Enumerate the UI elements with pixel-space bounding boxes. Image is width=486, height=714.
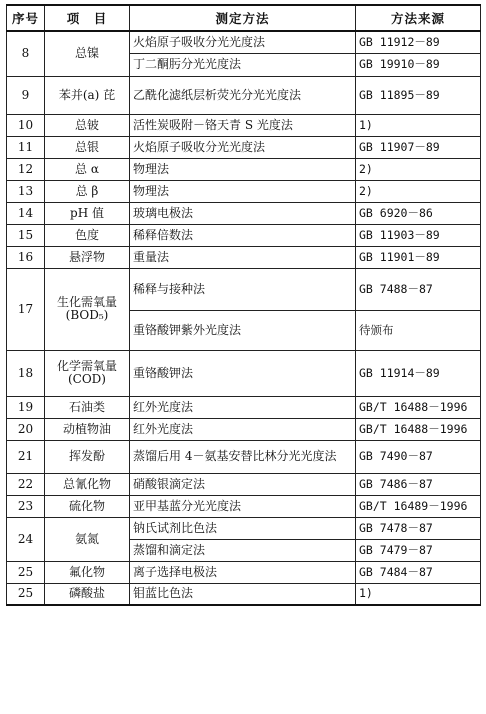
table-row — [7, 396, 481, 418]
table-row — [7, 114, 481, 136]
table-row — [7, 583, 481, 605]
item-name: 总 β — [45, 180, 130, 202]
method-name: 蒸馏后用 4－氨基安替比林分光光度法 — [130, 440, 356, 473]
method-source: GB 11901－89 — [356, 246, 481, 268]
row-number: 20 — [7, 418, 45, 440]
row-number: 16 — [7, 246, 45, 268]
method-name: 玻璃电极法 — [130, 202, 356, 224]
table-row — [7, 561, 481, 583]
row-number: 12 — [7, 158, 45, 180]
method-name: 重量法 — [130, 246, 356, 268]
row-number: 22 — [7, 473, 45, 495]
item-name: 色度 — [45, 224, 130, 246]
method-source: GB 11903－89 — [356, 224, 481, 246]
method-source: 1) — [356, 114, 481, 136]
method-source: 2) — [356, 158, 481, 180]
table-row — [7, 180, 481, 202]
table-row — [7, 246, 481, 268]
row-number: 15 — [7, 224, 45, 246]
item-name: 氨氮 — [45, 517, 130, 561]
method-name: 重铬酸钾法 — [130, 350, 356, 396]
table-row — [7, 268, 481, 310]
method-name: 亚甲基蓝分光光度法 — [130, 495, 356, 517]
method-name: 物理法 — [130, 158, 356, 180]
method-name: 蒸馏和滴定法 — [130, 539, 356, 561]
table-row — [7, 136, 481, 158]
method-name: 红外光度法 — [130, 396, 356, 418]
row-number: 11 — [7, 136, 45, 158]
method-name: 火焰原子吸收分光光度法 — [130, 136, 356, 158]
table-header-row — [7, 5, 481, 31]
row-number: 24 — [7, 517, 45, 561]
item-name: 悬浮物 — [45, 246, 130, 268]
header-item: 项 目 — [45, 5, 130, 31]
header-source: 方法来源 — [356, 5, 481, 31]
table-row — [7, 418, 481, 440]
item-name: 氟化物 — [45, 561, 130, 583]
table-row — [7, 158, 481, 180]
method-name: 红外光度法 — [130, 418, 356, 440]
table-row — [7, 224, 481, 246]
item-name: 总氰化物 — [45, 473, 130, 495]
method-source: GB 7486－87 — [356, 473, 481, 495]
header-no: 序号 — [7, 5, 45, 31]
method-source: GB/T 16488－1996 — [356, 418, 481, 440]
method-source: 2) — [356, 180, 481, 202]
method-name: 硝酸银滴定法 — [130, 473, 356, 495]
table-row — [7, 440, 481, 473]
method-name: 稀释倍数法 — [130, 224, 356, 246]
item-name: 苯并(a) 芘 — [45, 76, 130, 114]
row-number: 8 — [7, 31, 45, 76]
row-number: 9 — [7, 76, 45, 114]
row-number: 18 — [7, 350, 45, 396]
item-name: 总镍 — [45, 31, 130, 76]
method-source: GB 7478－87 — [356, 517, 481, 539]
method-source: GB 7479－87 — [356, 539, 481, 561]
item-name: 磷酸盐 — [45, 583, 130, 605]
row-number: 25 — [7, 561, 45, 583]
method-name: 活性炭吸附－铬天青 S 光度法 — [130, 114, 356, 136]
method-name: 丁二酮肟分光光度法 — [130, 53, 356, 76]
method-name: 稀释与接种法 — [130, 268, 356, 310]
item-name: 化学需氧量(COD) — [45, 350, 130, 396]
method-source: GB/T 16488－1996 — [356, 396, 481, 418]
item-name: 总银 — [45, 136, 130, 158]
method-source: GB 7488－87 — [356, 268, 481, 310]
method-name: 物理法 — [130, 180, 356, 202]
item-name: 石油类 — [45, 396, 130, 418]
method-name: 钼蓝比色法 — [130, 583, 356, 605]
method-source: GB 7484－87 — [356, 561, 481, 583]
method-name: 火焰原子吸收分光光度法 — [130, 31, 356, 53]
table-row — [7, 473, 481, 495]
table-row — [7, 76, 481, 114]
row-number: 17 — [7, 268, 45, 350]
row-number: 10 — [7, 114, 45, 136]
row-number: 23 — [7, 495, 45, 517]
row-number: 19 — [7, 396, 45, 418]
method-source: 待颁布 — [356, 310, 481, 350]
method-source: GB 11907－89 — [356, 136, 481, 158]
row-number: 25 — [7, 583, 45, 605]
item-name: 硫化物 — [45, 495, 130, 517]
item-name: 总 α — [45, 158, 130, 180]
method-table — [6, 4, 481, 606]
method-source: GB 7490－87 — [356, 440, 481, 473]
item-name: 总铍 — [45, 114, 130, 136]
method-source: GB 11912－89 — [356, 31, 481, 53]
table-row — [7, 517, 481, 539]
method-source: GB 6920－86 — [356, 202, 481, 224]
row-number: 14 — [7, 202, 45, 224]
table-body — [7, 31, 481, 605]
table-row — [7, 31, 481, 53]
table-row — [7, 495, 481, 517]
item-name: 挥发酚 — [45, 440, 130, 473]
method-name: 钠氏试剂比色法 — [130, 517, 356, 539]
method-source: 1) — [356, 583, 481, 605]
table-row — [7, 350, 481, 396]
method-source: GB/T 16489－1996 — [356, 495, 481, 517]
table-row — [7, 202, 481, 224]
row-number: 13 — [7, 180, 45, 202]
method-name: 离子选择电极法 — [130, 561, 356, 583]
method-name: 重铬酸钾紫外光度法 — [130, 310, 356, 350]
item-name: 生化需氧量(BOD₅) — [45, 268, 130, 350]
method-source: GB 19910－89 — [356, 53, 481, 76]
item-name: pH 值 — [45, 202, 130, 224]
header-method: 测定方法 — [130, 5, 356, 31]
method-source: GB 11895－89 — [356, 76, 481, 114]
method-name: 乙酰化滤纸层析荧光分光光度法 — [130, 76, 356, 114]
row-number: 21 — [7, 440, 45, 473]
item-name: 动植物油 — [45, 418, 130, 440]
method-source: GB 11914－89 — [356, 350, 481, 396]
